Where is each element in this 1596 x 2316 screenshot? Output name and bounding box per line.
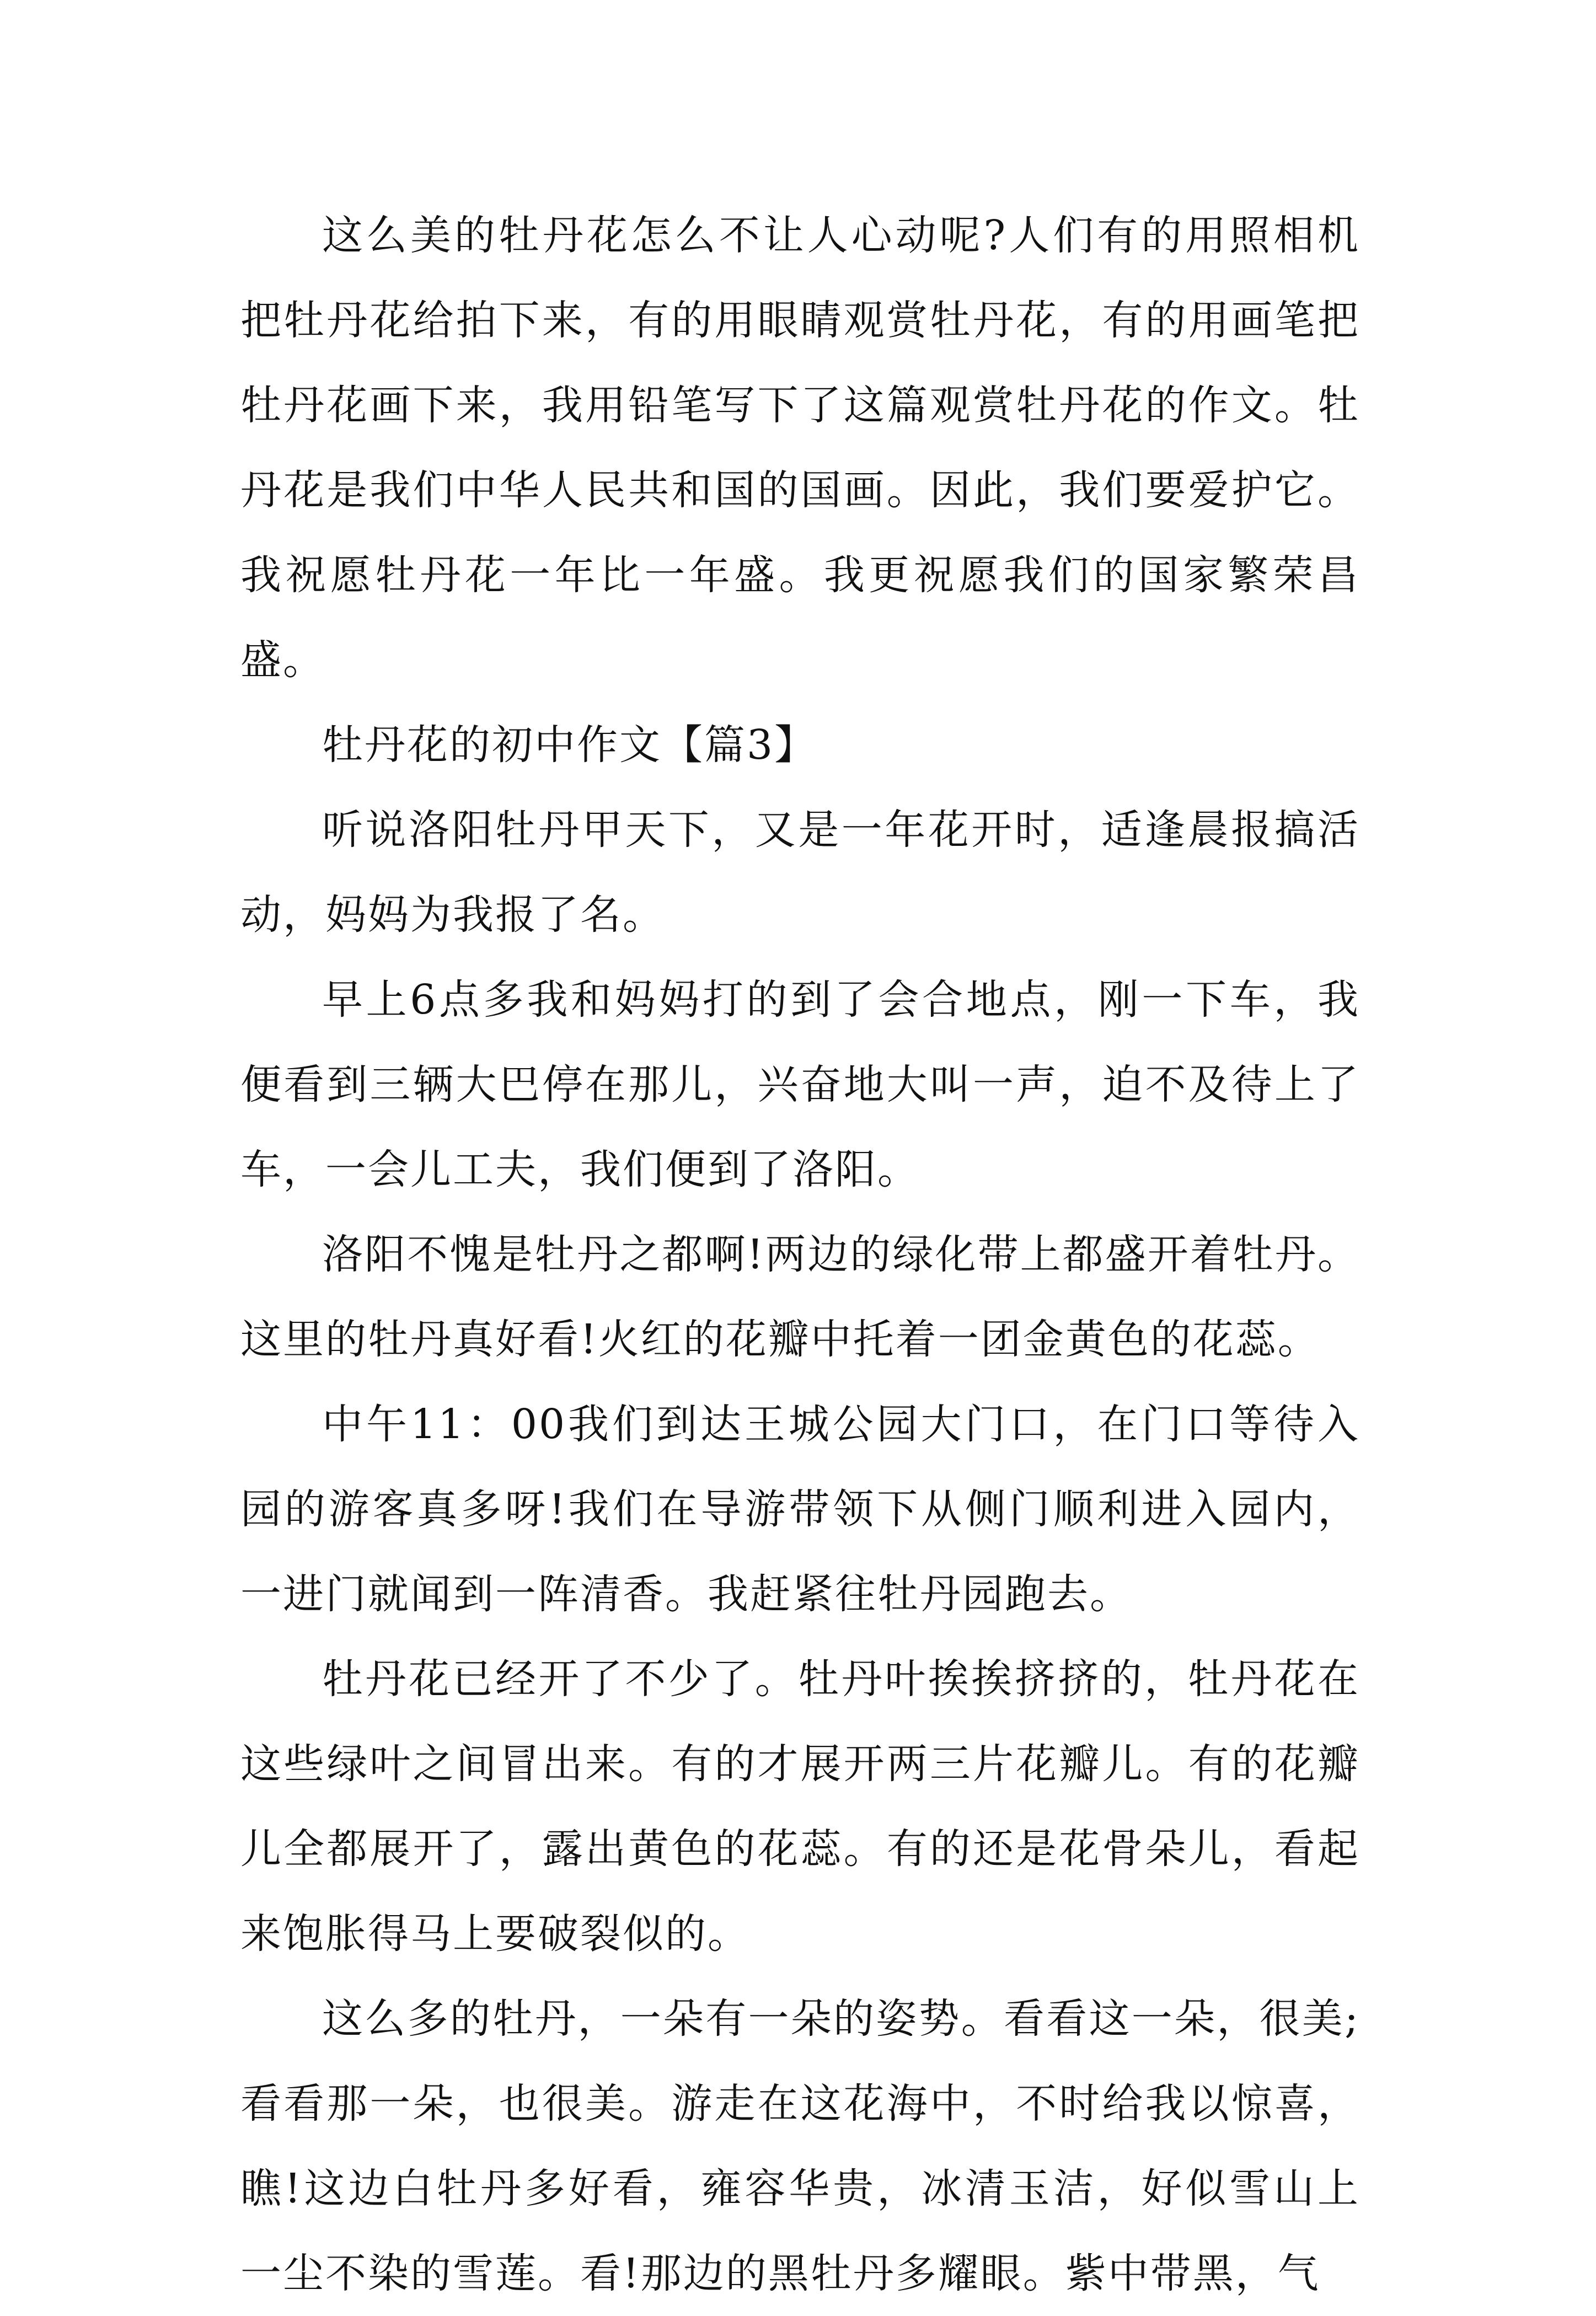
essay-3-heading: 牡丹花的初中作文【篇3】 — [322, 721, 817, 769]
paragraph-luoyang: 洛阳不愧是牡丹之都啊!两边的绿化带上都盛开着牡丹。这里的牡丹真好看!火红的花瓣中托着一团金黄色的花蕊。 — [240, 1231, 1360, 1363]
paragraph-peony-varieties: 这么多的牡丹，一朵有一朵的姿势。看看这一朵，很美;看看那一朵，也很美。游走在这花海中，不时给我以惊喜，瞧!这边白牡丹多好看，雍容华贵，冰清玉洁，好似雪山上一尘不染的雪莲。看!那边的黑牡丹多耀眼。紫中带黑，气 — [240, 1995, 1360, 2297]
document-body — [240, 193, 1360, 2316]
paragraph-closing-essay-2: 这么美的牡丹花怎么不让人心动呢?人们有的用照相机把牡丹花给拍下来，有的用眼睛观赏牡丹花，有的用画笔把牡丹花画下来，我用铅笔写下了这篇观赏牡丹花的作文。牡丹花是我们中华人民共和国的国画。因此，我们要爱护它。我祝愿牡丹花一年比一年盛。我更祝愿我们的国家繁荣昌盛。 — [240, 212, 1360, 684]
paragraph-peony-blooms: 牡丹花已经开了不少了。牡丹叶挨挨挤挤的，牡丹花在这些绿叶之间冒出来。有的才展开两三片花瓣儿。有的花瓣儿全都展开了，露出黄色的花蕊。有的还是花骨朵儿，看起来饱胀得马上要破裂似的。 — [240, 1655, 1360, 1958]
paragraph-arrival-park: 中午11：00我们到达王城公园大门口，在门口等待入园的游客真多呀!我们在导游带领下从侧门顺利进入园内，一进门就闻到一阵清香。我赶紧往牡丹园跑去。 — [240, 1401, 1360, 1618]
paragraph-intro: 听说洛阳牡丹甲天下，又是一年花开时，适逢晨报搞活动，妈妈为我报了名。 — [240, 806, 1360, 939]
paragraph-departure: 早上6点多我和妈妈打的到了会合地点，刚一下车，我便看到三辆大巴停在那儿，兴奋地大叫一声，迫不及待上了车，一会儿工夫，我们便到了洛阳。 — [240, 976, 1360, 1193]
